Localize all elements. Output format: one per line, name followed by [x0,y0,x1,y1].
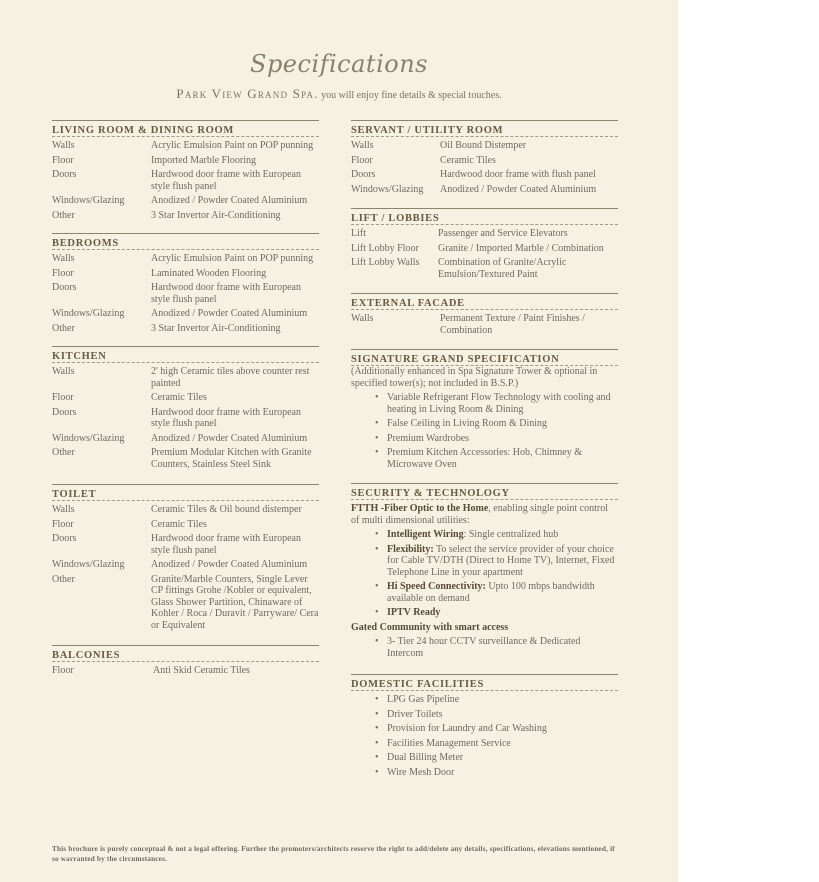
spec-value: Anodized / Powder Coated Aluminium [151,308,308,319]
signature-list [351,392,618,470]
brand-name: Park View Grand Spa. [176,86,319,101]
spec-row [351,169,618,181]
spec-row [52,140,319,152]
spec-label: Floor [52,665,74,676]
spec-value: Ceramic Tiles [151,392,207,403]
spec-value: Anodized / Powder Coated Aluminium [151,195,308,206]
spec-value: Ceramic Tiles & Oil bound distemper [151,504,302,515]
spec-label: Floor [351,154,373,166]
list-item: • 3- Tier 24 hour CCTV surveillance & Dedicated Intercom [351,636,618,659]
section-title: EXTERNAL FACADE [351,293,618,310]
spec-row [351,228,618,240]
section-title: DOMESTIC FACILITIES [351,674,618,691]
list-item: • Driver Toilets [351,709,618,721]
spec-value: 2' high Ceramic tiles above counter rest painted [151,366,310,389]
list-item: • LPG Gas Pipeline [351,694,618,706]
spec-label: Doors [52,533,77,544]
page-title: Specifications [250,50,428,78]
spec-row [52,533,319,556]
spec-value: Laminated Wooden Flooring [151,267,267,279]
section-title: KITCHEN [52,346,319,363]
spec-rows [351,228,618,280]
section-facade [351,293,618,336]
list-item [351,529,618,541]
list-item [351,607,618,619]
spec-row [52,519,319,531]
security-list [351,529,618,619]
spec-label: Windows/Glazing [52,308,125,319]
left-column [52,120,319,677]
spec-row [52,253,319,265]
section-living [52,120,319,221]
spec-row [52,195,319,207]
section-title: SIGNATURE GRAND SPECIFICATION [351,349,618,366]
spec-value: Anodized / Powder Coated Aluminium [440,183,597,195]
item-text: Upto 100 mbps bandwidth available on demand [387,581,595,604]
spec-value: Ceramic Tiles [151,518,207,530]
spec-value: 3 Star Invertor Air-Conditioning [151,322,281,334]
spec-row [351,313,618,336]
disclaimer: This brochure is purely conceptual & not a legal offering. Further the promoters/architects reserve the right to add/delete any details, specifications, elevations mentioned, if so warranted by the circumstances. [52,845,615,863]
item-bold: Hi Speed Connectivity: [387,581,486,592]
spec-row [52,268,319,280]
spec-label: Walls [351,140,374,151]
spec-row [52,155,319,167]
section-security [351,483,618,659]
gated-list [351,636,618,659]
spec-value: Oil Bound Distemper [440,140,527,151]
spec-row [52,559,319,571]
spec-value: Hardwood door frame with European style flush panel [151,169,301,192]
spec-row [52,308,319,320]
section-signature [351,349,618,470]
spec-value: Hardwood door frame with European style flush panel [151,282,301,305]
spec-label: Doors [351,169,376,180]
tagline: you will enjoy fine details & special touches. [318,90,502,101]
list-item: • Premium Wardrobes [351,433,618,445]
spec-label: Windows/Glazing [52,432,125,444]
spec-row [351,257,618,280]
list-item: • Provision for Laundry and Car Washing [351,723,618,735]
spec-value: Premium Modular Kitchen with Granite Counters, Stainless Steel Sink [151,447,312,470]
section-title: BALCONIES [52,645,319,662]
spec-label: Windows/Glazing [351,183,424,195]
spec-row [52,504,319,516]
spec-value: Passenger and Service Elevators [438,228,568,239]
spec-row [351,184,618,196]
spec-label: Other [52,322,75,334]
spec-label: Floor [52,392,74,403]
spec-value: Combination of Granite/Acrylic Emulsion/Textured Paint [438,257,567,280]
spec-label: Floor [52,518,74,530]
spec-label: Walls [52,253,75,264]
list-item [351,544,618,579]
spec-rows [351,313,618,336]
section-bedrooms [52,233,319,334]
spec-row [52,392,319,404]
spec-row [351,243,618,255]
gated-community: Gated Community with smart access [351,621,509,633]
list-item: • Variable Refrigerant Flow Technology with cooling and heating in Living Room & Dining [351,392,618,415]
section-kitchen [52,346,319,470]
spec-row [52,574,319,632]
right-column [351,120,618,778]
spec-label: Doors [52,169,77,180]
section-balconies [52,645,319,677]
section-title: BEDROOMS [52,233,319,250]
spec-row [52,282,319,305]
item-text: To select the service provider of your choice for Cable TV/DTH (Direct to Home TV), Internet, Fixed Telephone Line in your apartment [387,543,615,578]
spec-row [351,155,618,167]
spec-value: Permanent Texture / Paint Finishes / Combination [440,313,585,336]
spec-label: Other [52,209,75,221]
ftth-rest: , enabling single point control of multi dimensional utilities: [351,503,608,526]
spec-value: Hardwood door frame with flush panel [440,169,596,180]
spec-label: Walls [52,504,75,515]
spec-label: Other [52,447,75,458]
signature-note: (Additionally enhanced in Spa Signature Tower & optional in specified tower(s); not included in B.S.P.) [351,366,598,389]
item-text: : Single centralized hub [463,529,559,540]
spec-label: Lift Lobby Walls [351,257,420,268]
spec-value: Anti Skid Ceramic Tiles [153,665,250,676]
spec-label: Floor [52,154,74,166]
spec-label: Lift Lobby Floor [351,242,419,254]
spec-row [52,665,319,677]
spec-row [351,140,618,152]
spec-label: Windows/Glazing [52,559,125,570]
spec-row [52,210,319,222]
spec-rows [52,366,319,470]
spec-label: Lift [351,228,366,239]
page-subtitle [0,86,678,102]
spec-row [52,433,319,445]
spec-rows [52,140,319,221]
list-item: • Dual Billing Meter [351,752,618,764]
spec-label: Other [52,573,75,585]
spec-rows [52,504,319,631]
spec-rows [351,140,618,195]
ftth-bold: FTTH -Fiber Optic to the Home [351,503,489,514]
section-title: SERVANT / UTILITY ROOM [351,120,618,137]
section-title: TOILET [52,484,319,501]
spec-row [52,447,319,470]
item-bold: Flexibility: [387,543,434,555]
spec-value: Anodized / Powder Coated Aluminium [151,559,308,570]
spec-value: Hardwood door frame with European style flush panel [151,406,301,429]
spec-row [52,169,319,192]
spec-label: Windows/Glazing [52,195,125,206]
spec-row [52,323,319,335]
section-toilet [52,484,319,631]
section-lift [351,208,618,280]
section-title: SECURITY & TECHNOLOGY [351,483,618,500]
spec-value: 3 Star Invertor Air-Conditioning [151,209,281,221]
spec-value: Acrylic Emulsion Paint on POP punning [151,253,314,264]
spec-value: Hardwood door frame with European style flush panel [151,533,301,556]
spec-row [52,366,319,389]
list-item: • Wire Mesh Door [351,767,618,779]
spec-label: Floor [52,267,74,279]
spec-label: Walls [351,313,374,324]
spec-label: Walls [52,366,75,377]
domestic-list [351,694,618,778]
spec-value: Imported Marble Flooring [151,154,256,166]
spec-value: Anodized / Powder Coated Aluminium [151,432,308,444]
section-title: LIFT / LOBBIES [351,208,618,225]
section-servant [351,120,618,195]
spec-value: Granite / Imported Marble / Combination [438,242,604,254]
spec-value: Acrylic Emulsion Paint on POP punning [151,140,314,151]
item-bold: IPTV Ready [387,607,441,618]
spec-value: Granite/Marble Counters, Single Lever CP fittings Grohe /Kobler or equivalent, Glass Shower Partition, Chinaware of Kohler / Roca / Duravit / Parryware/ Cera or Equivalent [151,573,319,631]
item-bold: Intelligent Wiring [387,529,464,540]
spec-label: Walls [52,140,75,151]
section-domestic [351,674,618,778]
ftth-intro [351,503,618,526]
list-item: • Facilities Management Service [351,738,618,750]
spec-value: Ceramic Tiles [440,154,496,166]
spec-rows [52,253,319,334]
spec-label: Doors [52,406,77,418]
spec-rows [52,665,319,677]
list-item: • Premium Kitchen Accessories: Hob, Chimney & Microwave Oven [351,447,618,470]
list-item [351,581,618,604]
spec-label: Doors [52,282,77,293]
list-item: • False Ceiling in Living Room & Dining [351,418,618,430]
spec-row [52,407,319,430]
section-title: LIVING ROOM & DINING ROOM [52,120,319,137]
